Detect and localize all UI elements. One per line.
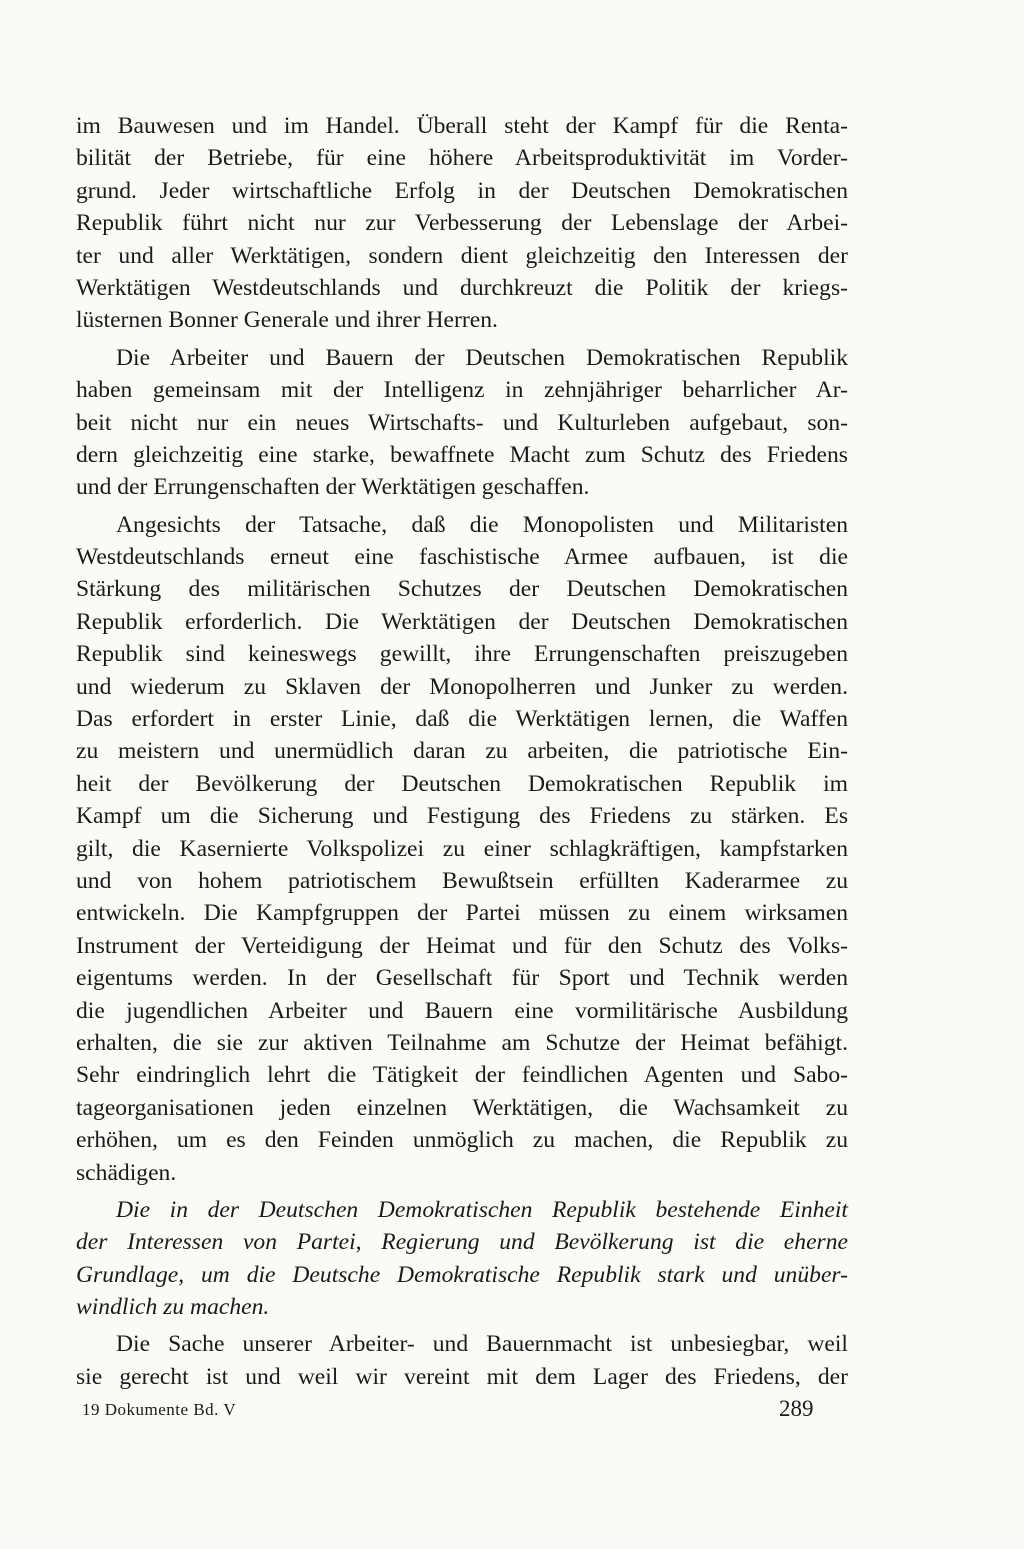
text-line: Werktätigen Westdeutschlands und durchkreuzt die Politik der kriegs- [76, 274, 848, 301]
text-line: Kampf um die Sicherung und Festigung des Friedens zu stärken. Es [76, 803, 848, 830]
text-line: gilt, die Kasernierte Volkspolizei zu einer schlagkräftigen, kampfstarken [76, 835, 848, 862]
text-line: tageorganisationen jeden einzelnen Werktätigen, die Wachsamkeit zu [76, 1094, 848, 1121]
signature-mark: 19 Dokumente Bd. V [82, 1400, 237, 1419]
text-line: Stärkung des militärischen Schutzes der Deutschen Demokratischen [76, 576, 848, 603]
text-line: lüsternen Bonner Generale und ihrer Herren. [76, 307, 498, 334]
text-line: ter und aller Werktätigen, sondern dient gleichzeitig den Interessen der [76, 242, 848, 269]
text-line: Westdeutschlands erneut eine faschistische Armee aufbauen, ist die [76, 544, 848, 571]
paragraph [76, 110, 848, 337]
text-line: Die Arbeiter und Bauern der Deutschen Demokratischen Republik [116, 344, 848, 371]
text-line: die jugendlichen Arbeiter und Bauern eine vormilitärische Ausbildung [76, 997, 848, 1024]
text-line: zu meistern und unermüdlich daran zu arbeiten, die patriotische Ein- [76, 738, 848, 765]
text-line: und von hohem patriotischem Bewußtsein erfüllten Kaderarmee zu [76, 867, 848, 894]
text-line: Die Sache unserer Arbeiter- und Bauernmacht ist unbesiegbar, weil [116, 1331, 848, 1358]
text-line: eigentums werden. In der Gesellschaft für Sport und Technik werden [76, 965, 848, 992]
text-line: Die in der Deutschen Demokratischen Republik bestehende Einheit [116, 1196, 848, 1223]
text-line: erhalten, die sie zur aktiven Teilnahme am Schutze der Heimat befähigt. [76, 1029, 848, 1056]
text-line: grund. Jeder wirtschaftliche Erfolg in der Deutschen Demokratischen [76, 177, 848, 204]
text-line: Angesichts der Tatsache, daß die Monopolisten und Militaristen [116, 511, 848, 538]
text-line: Republik erforderlich. Die Werktätigen der Deutschen Demokratischen [76, 608, 848, 635]
page-number: 289 [779, 1396, 814, 1421]
text-line: schädigen. [76, 1159, 177, 1186]
body-text [76, 110, 848, 1393]
text-line: sie gerecht ist und weil wir vereint mit dem Lager des Friedens, der [76, 1363, 848, 1390]
text-line: erhöhen, um es den Feinden unmöglich zu machen, die Republik zu [76, 1127, 848, 1154]
text-line: entwickeln. Die Kampfgruppen der Partei müssen zu einem wirksamen [76, 900, 848, 927]
text-line: heit der Bevölkerung der Deutschen Demokratischen Republik im [76, 770, 848, 797]
text-line: Sehr eindringlich lehrt die Tätigkeit der feindlichen Agenten und Sabo- [76, 1062, 848, 1089]
text-line: und wiederum zu Sklaven der Monopolherren und Junker zu werden. [76, 673, 848, 700]
emphasized-paragraph [76, 1194, 848, 1324]
text-line: windlich zu machen. [76, 1294, 270, 1321]
text-line: Republik führt nicht nur zur Verbesserung der Lebenslage der Arbei- [76, 210, 848, 237]
text-line: im Bauwesen und im Handel. Überall steht der Kampf für die Renta- [76, 113, 848, 139]
text-line: Das erfordert in erster Linie, daß die Werktätigen lernen, die Waffen [76, 706, 848, 733]
paragraph [76, 509, 848, 1189]
text-line: Grundlage, um die Deutsche Demokratische Republik stark und unüber- [76, 1261, 848, 1288]
text-line: und der Errungenschaften der Werktätigen geschaffen. [76, 474, 590, 501]
paragraph [76, 342, 848, 504]
text-line: Republik sind keineswegs gewillt, ihre Errungenschaften preiszugeben [76, 641, 848, 668]
text-line: der Interessen von Partei, Regierung und Bevölkerung ist die eherne [76, 1229, 848, 1256]
text-line: dern gleichzeitig eine starke, bewaffnete Macht zum Schutz des Friedens [76, 441, 848, 468]
text-line: beit nicht nur ein neues Wirtschafts- und Kulturleben aufgebaut, son- [76, 409, 848, 436]
text-line: Instrument der Verteidigung der Heimat und für den Schutz des Volks- [76, 932, 848, 959]
paragraph [76, 1328, 848, 1393]
text-line: bilität der Betriebe, für eine höhere Arbeitsproduktivität im Vorder- [76, 145, 848, 172]
text-line: haben gemeinsam mit der Intelligenz in zehnjähriger beharrlicher Ar- [76, 377, 848, 404]
